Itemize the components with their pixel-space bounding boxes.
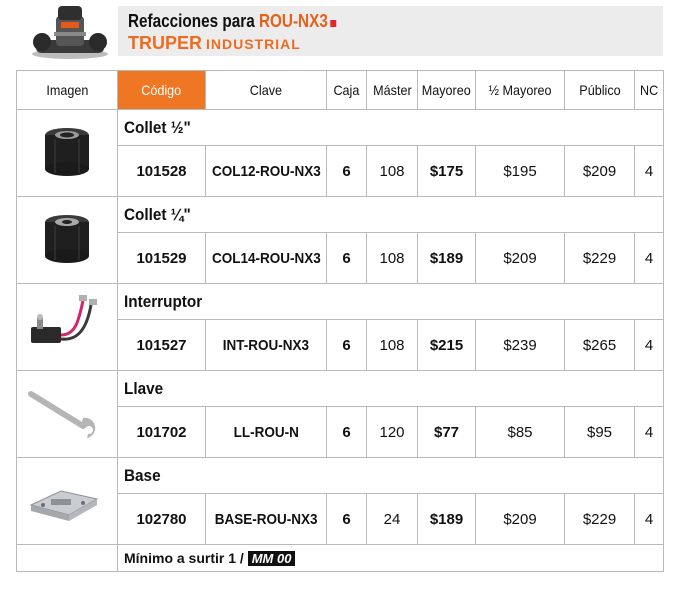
product-name: Collet ½" [118,110,664,146]
product-name: Llave [118,371,664,407]
base-plate-icon [17,461,118,541]
cell-caja: 6 [327,494,367,545]
col-header-master: Máster [367,71,418,110]
brand-main: TRUPER [128,33,203,53]
cell-medio-mayoreo: $209 [476,233,565,284]
table-footer-row [17,545,664,572]
cell-caja: 6 [327,407,367,458]
cell-nc: 4 [635,233,664,284]
product-name-row [17,197,664,233]
col-header-publico: Público [565,71,635,110]
cell-master: 120 [367,407,418,458]
brand-sub: INDUSTRIAL [206,36,301,52]
cell-mayoreo: $189 [418,233,476,284]
cell-nc: 4 [635,407,664,458]
footer-empty-cell [17,545,118,572]
product-name: Collet ¼" [118,197,664,233]
minimum-order-text: Mínimo a surtir 1 / [124,550,248,566]
header-title-box [118,6,663,56]
cell-medio-mayoreo: $85 [476,407,565,458]
product-image-cell [17,284,118,371]
cell-publico: $209 [565,146,635,197]
router-product-image [28,2,112,60]
cell-master: 108 [367,233,418,284]
cell-publico: $95 [565,407,635,458]
cell-clave: INT-ROU-NX3 [206,320,327,371]
cell-publico: $229 [565,233,635,284]
cell-clave: LL-ROU-N [206,407,327,458]
cell-caja: 6 [327,146,367,197]
cell-mayoreo: $175 [418,146,476,197]
cell-mayoreo: $77 [418,407,476,458]
brand-logo [128,33,301,54]
cell-master: 108 [367,320,418,371]
cell-mayoreo: $215 [418,320,476,371]
product-image-cell [17,371,118,458]
product-image-cell [17,110,118,197]
cell-clave: COL12-ROU-NX3 [206,146,327,197]
cell-mayoreo: $189 [418,494,476,545]
col-header-codigo: Código [118,71,206,110]
cell-medio-mayoreo: $195 [476,146,565,197]
cell-clave: BASE-ROU-NX3 [206,494,327,545]
product-image-cell [17,197,118,284]
product-name-row [17,110,664,146]
cell-nc: 4 [635,146,664,197]
collet-icon [17,200,118,280]
col-header-nc: NC [635,71,664,110]
table-header-row [17,71,664,110]
cell-codigo: 101529 [118,233,206,284]
product-name-row [17,284,664,320]
mm-badge: MM 00 [248,551,296,566]
cell-codigo: 102780 [118,494,206,545]
title-prefix: Refacciones para [128,11,259,31]
product-image-cell [17,458,118,545]
collet-icon [17,113,118,193]
cell-publico: $265 [565,320,635,371]
cell-nc: 4 [635,494,664,545]
cell-medio-mayoreo: $209 [476,494,565,545]
col-header-clave: Clave [206,71,327,110]
cell-clave: COL14-ROU-NX3 [206,233,327,284]
product-name: Interruptor [118,284,664,320]
cell-medio-mayoreo: $239 [476,320,565,371]
title-model: ROU-NX3 [258,11,328,31]
product-name: Base [118,458,664,494]
cell-master: 24 [367,494,418,545]
cell-codigo: 101528 [118,146,206,197]
cell-master: 108 [367,146,418,197]
cell-publico: $229 [565,494,635,545]
cell-codigo: 101702 [118,407,206,458]
parts-table [16,70,664,572]
cell-codigo: 101527 [118,320,206,371]
switch-icon [17,287,118,367]
col-header-medio-mayoreo: ½ Mayoreo [476,71,565,110]
cell-caja: 6 [327,233,367,284]
col-header-caja: Caja [327,71,367,110]
product-name-row [17,371,664,407]
minimum-order-note [118,545,664,572]
wrench-icon [17,374,118,454]
title-square-mark [330,20,336,27]
col-header-imagen: Imagen [17,71,118,110]
cell-nc: 4 [635,320,664,371]
col-header-mayoreo: Mayoreo [418,71,476,110]
cell-caja: 6 [327,320,367,371]
page-title [128,11,336,32]
product-name-row [17,458,664,494]
